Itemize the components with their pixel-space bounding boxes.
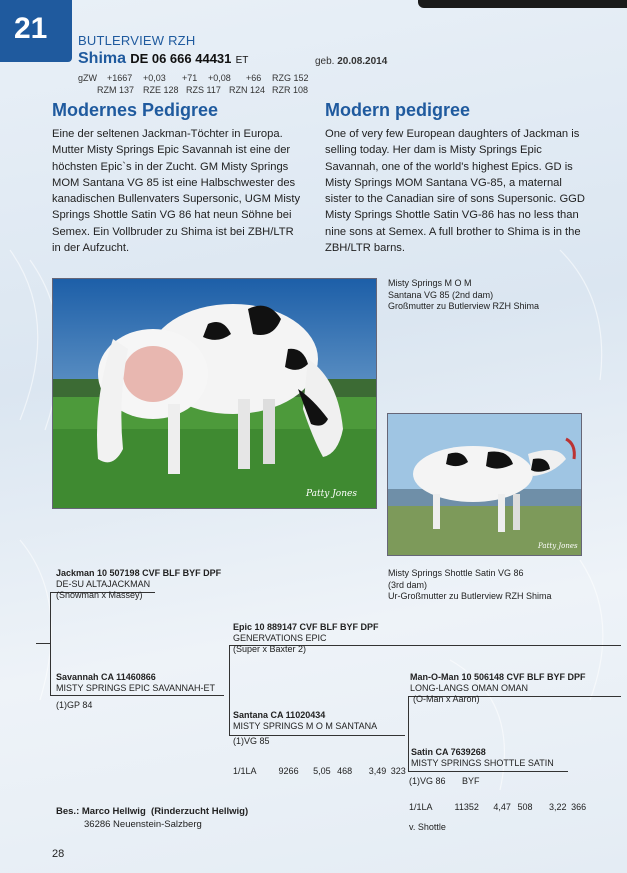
- animal-name: Shima: [78, 50, 127, 67]
- index-value: RZS 117: [186, 85, 221, 95]
- breeder-prefix: BUTLERVIEW RZH: [78, 33, 196, 48]
- page-number: 28: [52, 848, 65, 860]
- sire-cross: (Snowman x Massey): [56, 590, 143, 600]
- cow-illustration-2: [388, 414, 581, 555]
- body-german: Eine der seltenen Jackman-Töchter in Europa. Mutter Misty Springs Epic Savannah ist eine der höchsten Epic`s in der Zucht. GM Misty Springs MOM Santana VG 85 ist eine Halbschwester des kanadischen Bullenvaters Supersonic, UGM Misty Springs Shottle Satin VG 86 hat neun Söhne bei Semex. Ein Vollbruder zu Shima ist bei ZBH/LTR in der Aufzucht.: [52, 128, 301, 255]
- lact-value: 9266: [278, 766, 299, 776]
- owner-label: Bes.: Marco Hellwig: [56, 806, 146, 817]
- body-english: One of very few European daughters of Jackman is selling today. Her dam is Misty Springs Epic Savannah, one of the world's highest Epics. GD is Misty Springs MOM Santana VG-85, a maternal sister to the Canadian sire of sons Supersonic. GGD Misty Springs Shottle Satin VG-86 has no less than nine sons at Semex. A full brother to Shima is in the ZBH/LTR barns.: [325, 128, 585, 255]
- dam-title: Savannah CA 11460866: [56, 672, 156, 682]
- ggd-title: Satin CA 7639268: [411, 747, 486, 757]
- main-cow-photo: [52, 278, 377, 509]
- ggd-score: (1)VG 86: [409, 776, 446, 786]
- granddam-title: Santana CA 11020434: [233, 710, 326, 720]
- pedigree-granddam: [233, 710, 377, 747]
- index-value: +0,08: [208, 73, 231, 83]
- index-value: +66: [246, 73, 262, 83]
- caption-line: Misty Springs Shottle Satin VG 86: [388, 568, 524, 578]
- photographer-signature-2: Patty Jones: [538, 542, 578, 550]
- dam-sire-name: GENERVATIONS EPIC: [233, 633, 327, 643]
- sire-name: DE-SU ALTAJACKMAN: [56, 579, 151, 589]
- cow-illustration: [53, 279, 376, 508]
- granddam-score: (1)VG 85: [233, 736, 270, 746]
- pedigree-sire: [56, 568, 221, 601]
- second-cow-photo: [387, 413, 582, 556]
- photo1-caption: [388, 278, 539, 313]
- lact-value: 1/1LA: [233, 766, 257, 776]
- birth-date-value: 20.08.2014: [337, 56, 388, 67]
- caption-line: Ur-Großmutter zu Butlerview RZH Shima: [388, 591, 552, 601]
- heading-english: Modern pedigree: [325, 100, 471, 120]
- granddam-sire-cross: (O-Man x Aaron): [413, 694, 480, 704]
- et-mark: ET: [235, 55, 249, 66]
- breeding-indices: [0, 0, 627, 100]
- caption-line: Santana VG 85 (2nd dam): [388, 289, 494, 300]
- ggd-score-row: [409, 776, 480, 787]
- granddam-sire-name: LONG-LANGS OMAN OMAN: [410, 683, 529, 693]
- lact-value: 1/1LA: [409, 802, 433, 812]
- index-value: +1667: [107, 73, 133, 83]
- granddam-lactation: [233, 766, 406, 777]
- lact-value: 366: [571, 802, 587, 812]
- index-value: RZG 152: [272, 73, 309, 83]
- sire-title: Jackman 10 507198 CVF BLF BYF DPF: [56, 568, 222, 578]
- index-value: +0,03: [143, 73, 166, 83]
- owner-block: [56, 805, 248, 831]
- index-value: gZW: [78, 73, 97, 83]
- photographer-signature: Patty Jones: [306, 489, 357, 499]
- lact-value: 3,49: [368, 766, 387, 776]
- lot-number: 21: [14, 12, 48, 45]
- birth-label: geb.: [315, 56, 335, 67]
- lact-value: 4,47: [493, 802, 511, 812]
- caption-line: Misty Springs M O M: [388, 278, 472, 288]
- pedigree-line: [50, 592, 51, 696]
- index-value: RZR 108: [272, 85, 309, 95]
- pedigree-line: [36, 643, 50, 644]
- index-value: RZM 137: [97, 85, 135, 95]
- pedigree-ggd: [411, 747, 554, 769]
- pedigree-granddam-sire: [410, 672, 586, 705]
- caption-line: Großmutter zu Butlerview RZH Shima: [388, 301, 540, 311]
- owner-address: 36286 Neuenstein-Salzberg: [84, 819, 202, 830]
- index-value: RZE 128: [143, 85, 179, 95]
- pedigree-dam: [56, 672, 215, 711]
- index-value: +71: [182, 73, 198, 83]
- pedigree-dam-sire: [233, 622, 379, 655]
- animal-id: DE 06 666 44431: [130, 51, 232, 66]
- ggd-sire: v. Shottle: [409, 822, 446, 832]
- pedigree-line: [408, 771, 568, 772]
- dam-sire-cross: (Super x Baxter 2): [233, 644, 307, 654]
- owner-farm: (Rinderzucht Hellwig): [151, 806, 249, 817]
- pedigree-line: [408, 696, 409, 771]
- dam-sire-title: Epic 10 889147 CVF BLF BYF DPF: [233, 622, 379, 632]
- ggd-name: MISTY SPRINGS SHOTTLE SATIN: [411, 758, 554, 768]
- caption-line: (3rd dam): [388, 579, 428, 590]
- index-value: RZN 124: [229, 85, 266, 95]
- lact-value: 3,22: [549, 802, 567, 812]
- dam-score: (1)GP 84: [56, 700, 93, 710]
- granddam-sire-title: Man-O-Man 10 506148 CVF BLF BYF DPF: [410, 672, 586, 682]
- lact-value: 323: [390, 766, 406, 776]
- dam-name: MISTY SPRINGS EPIC SAVANNAH-ET: [56, 683, 216, 693]
- pedigree-line: [229, 645, 230, 736]
- lact-value: 508: [517, 802, 533, 812]
- lact-value: 11352: [454, 802, 479, 812]
- ggd-lactation: [409, 802, 586, 813]
- ggd-score-extra: BYF: [462, 776, 480, 786]
- lact-value: 468: [337, 766, 353, 776]
- photo2-caption: [388, 568, 552, 603]
- granddam-name: MISTY SPRINGS M O M SANTANA: [233, 721, 378, 731]
- heading-german: Modernes Pedigree: [52, 100, 219, 120]
- lact-value: 5,05: [313, 766, 331, 776]
